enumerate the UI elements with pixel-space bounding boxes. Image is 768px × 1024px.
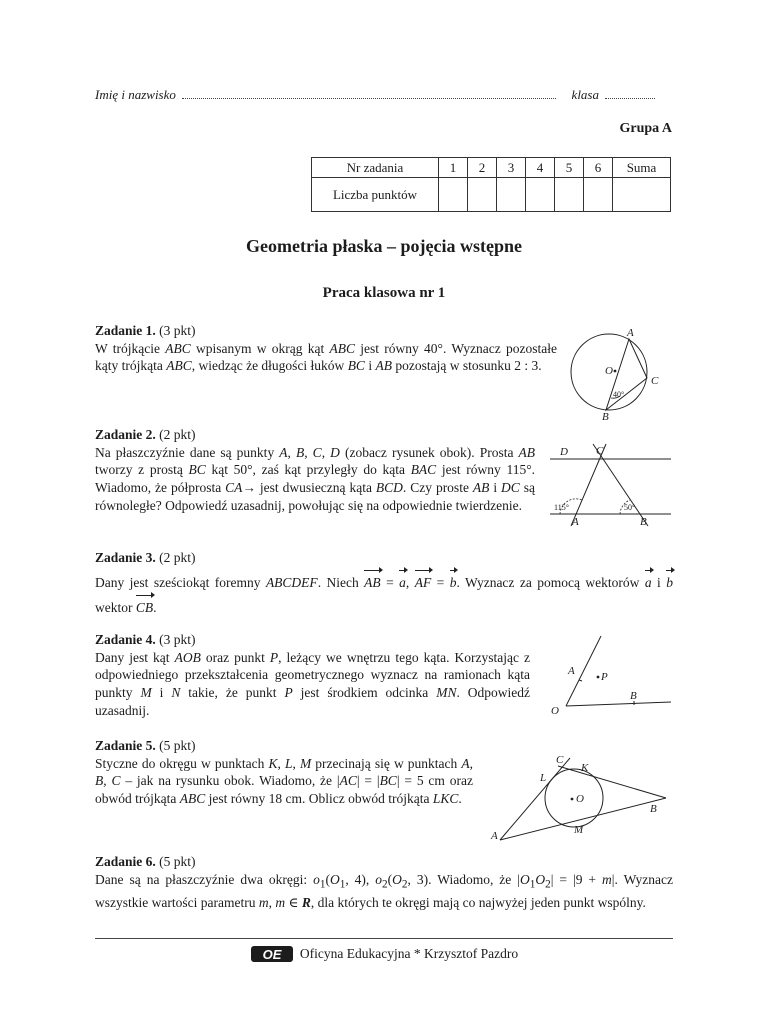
- label-b: B: [640, 516, 647, 528]
- task-number-cell: 5: [555, 158, 584, 178]
- center-point: [571, 798, 574, 801]
- figure-task-1: [565, 322, 675, 422]
- point-p: [597, 676, 600, 679]
- label-c: C: [651, 375, 659, 387]
- footer-divider: [95, 938, 673, 939]
- figure-task-4: [545, 632, 675, 718]
- footer: [0, 945, 768, 963]
- points-cell[interactable]: [468, 178, 497, 212]
- label-l: L: [540, 772, 547, 784]
- task-points: (5 pkt): [159, 738, 196, 753]
- label-a: A: [572, 516, 579, 528]
- label-p: P: [601, 671, 608, 683]
- task-label: Zadanie 2.: [95, 427, 156, 442]
- label-b: B: [602, 411, 609, 422]
- label-o: O: [551, 705, 559, 717]
- angle-label-50: 50°: [624, 503, 636, 512]
- name-class-line: [95, 87, 655, 103]
- task-4: [95, 631, 530, 720]
- score-table-points-row: [312, 178, 671, 212]
- label-c: C: [556, 754, 564, 766]
- task-2-text: Na płaszczyźnie dane są punkty A, B, C, D (zobacz rysunek obok). Prosta AB tworzy z prostą BC kąt 50°, zaś kąt przyległy do kąta BAC jest równy 115°. Wiadomo, że półprosta CA→ jest dwusieczną kąta BCD. Czy proste AB i DC są równoległe? Odpowiedź uzasadnij, powołując się na odpowiednie twierdzenie.: [95, 444, 536, 513]
- tangent-ac: [500, 758, 570, 840]
- points-header: Liczba punktów: [312, 178, 439, 212]
- task-points: (5 pkt): [159, 854, 196, 869]
- sum-cell[interactable]: [613, 178, 671, 212]
- ray-ob: [566, 702, 671, 706]
- task-label: Zadanie 1.: [95, 323, 156, 338]
- tangent-cb: [558, 766, 666, 798]
- name-label: Imię i nazwisko: [95, 87, 176, 102]
- task-5: [95, 737, 473, 808]
- name-field[interactable]: [182, 89, 556, 99]
- task-3-text: Dany jest sześciokąt foremny ABCDEF. Niech AB = a, AF = b. Wyznacz za pomocą wektorów a i b wektor CB.: [95, 570, 673, 620]
- task-points: (3 pkt): [159, 323, 196, 338]
- task-number-cell: 4: [526, 158, 555, 178]
- sum-header: Suma: [613, 158, 671, 178]
- task-1: [95, 322, 557, 375]
- task-1-heading: [95, 322, 557, 340]
- label-d: D: [560, 446, 568, 458]
- task-5-heading: [95, 737, 473, 755]
- class-field[interactable]: [605, 89, 655, 99]
- task-2-heading: [95, 426, 535, 444]
- label-m: M: [574, 824, 584, 836]
- page-subtitle: Praca klasowa nr 1: [322, 285, 446, 301]
- label-a: A: [491, 830, 498, 842]
- task-label: Zadanie 6.: [95, 854, 156, 869]
- points-cell[interactable]: [584, 178, 613, 212]
- task-number-cell: 3: [497, 158, 526, 178]
- score-table: [311, 157, 671, 212]
- task-2: [95, 426, 535, 515]
- task-number-cell: 1: [439, 158, 468, 178]
- points-cell[interactable]: [439, 178, 468, 212]
- task-6: [95, 853, 673, 912]
- points-cell[interactable]: [555, 178, 584, 212]
- task-4-heading: [95, 631, 530, 649]
- task-number-cell: 2: [468, 158, 497, 178]
- tick-a: [579, 680, 582, 681]
- task-3-heading: [95, 549, 673, 566]
- points-cell[interactable]: [526, 178, 555, 212]
- task-label: Zadanie 3.: [95, 550, 156, 565]
- task-points: (2 pkt): [159, 550, 196, 565]
- task-points: (2 pkt): [159, 427, 196, 442]
- label-o: O: [576, 793, 584, 805]
- class-label: klasa: [571, 87, 599, 102]
- label-a: A: [568, 665, 575, 677]
- publisher-logo-icon: [250, 945, 294, 963]
- figure-task-5: [488, 748, 673, 846]
- task-points: (3 pkt): [159, 632, 196, 647]
- task-4-text: Dany jest kąt AOB oraz punkt P, leżący we wnętrzu tego kąta. Korzystając z odpowiedniego przekształcenia geometrycznego wyznacz na ramionach kąta punkty M i N takie, że punkt P jest środkiem odcinka MN. Odpowiedź uzasadnij.: [95, 649, 530, 718]
- angle-label: 40°: [613, 390, 625, 399]
- task-1-text: W trójkącie ABC wpisanym w okrąg kąt ABC jest równy 40°. Wyznacz pozostałe kąty trójkąta ABC, wiedząc że długości łuków BC i AB pozostają w stosunku 2 : 3.: [95, 340, 557, 374]
- label-b: B: [650, 803, 657, 815]
- task-3: [95, 549, 673, 620]
- incircle: [545, 769, 603, 827]
- logo-text: OE: [262, 947, 282, 962]
- label-a: A: [627, 327, 634, 339]
- score-table-header-row: [312, 158, 671, 178]
- label-c: C: [596, 445, 604, 457]
- publisher-name: Oficyna Edukacyjna * Krzysztof Pazdro: [299, 946, 519, 961]
- label-o: O: [605, 365, 613, 377]
- angle-label-115: 115°: [554, 503, 569, 512]
- task-6-heading: [95, 853, 673, 871]
- task-label: Zadanie 5.: [95, 738, 156, 753]
- group-label: Grupa A: [619, 121, 672, 136]
- label-k: K: [581, 762, 589, 774]
- points-cell[interactable]: [497, 178, 526, 212]
- task-number-header: Nr zadania: [312, 158, 439, 178]
- figure-task-2: [548, 440, 673, 532]
- task-number-cell: 6: [584, 158, 613, 178]
- task-5-text: Styczne do okręgu w punktach K, L, M przecinają się w punktach A, B, C – jak na rysunku obok. Wiadomo, że |AC| = |BC| = 5 cm oraz obwód trójkąta ABC jest równy 18 cm. Oblicz obwód trójkąta LKC.: [95, 755, 474, 807]
- task-label: Zadanie 4.: [95, 632, 156, 647]
- task-6-text: Dane są na płaszczyźnie dwa okręgi: $o_1(O_1$, 4), $o_2(O_2$, 3). Wiadomo, że $|O_1O_2| = |9 + m|$. Wyznacz wszystkie wartości parametru m, m ∈ R, dla których te okręgi mają co najwyżej jeden punkt wspólny.: [95, 871, 673, 911]
- page-title: Geometria płaska – pojęcia wstępne: [246, 236, 522, 256]
- center-point: [614, 370, 617, 373]
- label-b: B: [630, 690, 637, 702]
